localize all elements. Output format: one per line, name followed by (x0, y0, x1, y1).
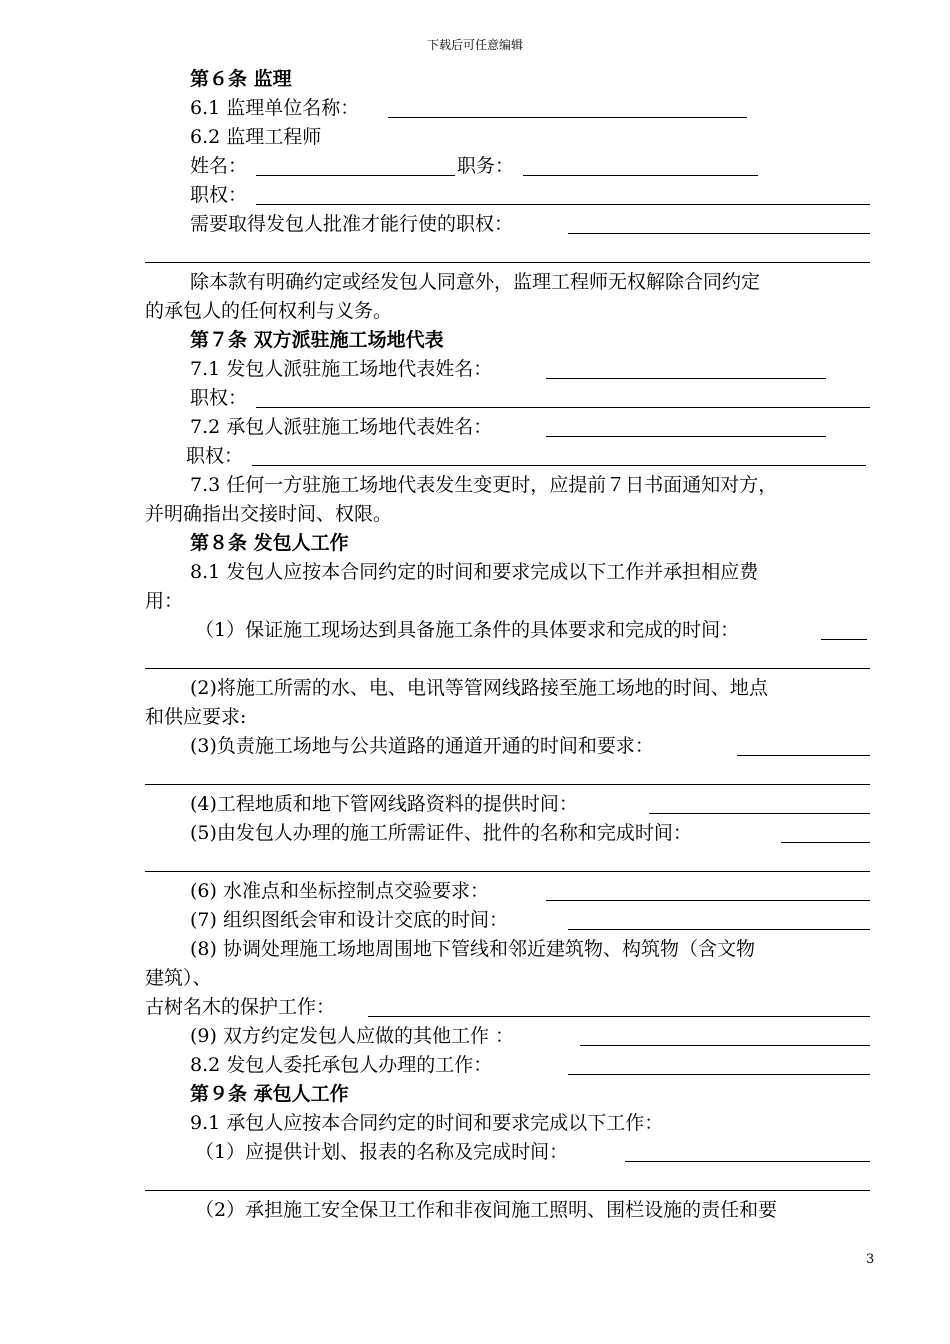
document-line (145, 992, 870, 1022)
line-text: 需要取得发包人批准才能行使的职权： (190, 213, 514, 235)
document-line (145, 673, 870, 703)
document-line (145, 847, 870, 877)
document-line (145, 905, 870, 935)
line-text: 7.2 承包人派驻施工场地代表姓名： (190, 416, 493, 438)
page-header-note: 下载后可任意编辑 (426, 38, 523, 52)
document-line (145, 441, 870, 471)
document-line (145, 934, 870, 964)
line-text: (3)负责施工场地与公共道路的通道开通的时间和要求： (190, 735, 654, 757)
article-heading (145, 528, 870, 558)
fill-in-blank-line[interactable] (145, 784, 870, 785)
line-text: （1）应提供计划、报表的名称及完成时间： (195, 1141, 569, 1163)
fill-in-blank-line[interactable] (737, 755, 870, 756)
article-title-text: 第９条 承包人工作 (190, 1083, 349, 1105)
line-text: 除本款有明确约定或经发包人同意外，监理工程师无权解除合同约定 (190, 271, 761, 293)
document-line (145, 180, 870, 210)
line-text: 9.1 承包人应按本合同约定的时间和要求完成以下工作： (190, 1112, 664, 1134)
document-line (145, 615, 870, 645)
fill-in-blank-line[interactable] (145, 1190, 870, 1191)
page-number: 3 (866, 1252, 875, 1267)
document-line (145, 470, 870, 500)
document-line (145, 731, 870, 761)
document-line (145, 963, 870, 993)
document-line (145, 209, 870, 239)
line-text: (4)工程地质和地下管网线路资料的提供时间： (190, 793, 578, 815)
fill-in-blank-line[interactable] (580, 1045, 870, 1046)
line-text: 6.1 监理单位名称： (190, 97, 360, 119)
line-text: (8) 协调处理施工场地周围地下管线和邻近建筑物、构筑物（含文物 (190, 938, 755, 960)
line-text: 7.1 发包人派驻施工场地代表姓名： (190, 358, 493, 380)
document-line (145, 557, 870, 587)
fill-in-blank-line[interactable] (145, 871, 870, 872)
article-title-text: 第８条 发包人工作 (190, 532, 349, 554)
fill-in-blank-line[interactable] (625, 1161, 870, 1162)
document-line (145, 818, 870, 848)
fill-in-blank-line[interactable] (388, 117, 747, 118)
fill-in-blank-line[interactable] (568, 233, 870, 234)
line-text: 8.2 发包人委托承包人办理的工作： (190, 1054, 493, 1076)
line-text: (2)将施工所需的水、电、电讯等管网线路接至施工场地的时间、地点 (190, 677, 768, 699)
fill-in-blank-line[interactable] (145, 262, 870, 263)
fill-in-blank-line[interactable] (546, 436, 826, 437)
article-heading (145, 64, 870, 94)
fill-in-blank-line[interactable] (546, 378, 826, 379)
line-text: 古树名木的保护工作： (145, 996, 336, 1018)
line-text: 职务： (457, 155, 515, 177)
document-line (145, 383, 870, 413)
document-line (145, 876, 870, 906)
fill-in-blank-line[interactable] (821, 639, 867, 640)
fill-in-blank-line[interactable] (256, 175, 455, 176)
line-text: 职权： (190, 387, 248, 409)
line-text: 6.2 监理工程师 (190, 126, 322, 148)
line-text: 姓名： (190, 155, 248, 177)
fill-in-blank-line[interactable] (256, 204, 870, 205)
fill-in-blank-line[interactable] (649, 813, 870, 814)
document-line (145, 122, 870, 152)
line-text: 的承包人的任何权利与义务。 (145, 300, 393, 322)
line-text: 7.3 任何一方驻施工场地代表发生变更时，应提前７日书面通知对方， (190, 474, 778, 496)
document-line (145, 238, 870, 268)
line-text: 建筑）、 (145, 967, 212, 989)
document-line (145, 1050, 870, 1080)
document-line (145, 296, 870, 326)
document-line (145, 499, 870, 529)
line-text: 和供应要求: (145, 706, 247, 728)
line-text: 8.1 发包人应按本合同约定的时间和要求完成以下工作并承担相应费 (190, 561, 759, 583)
fill-in-blank-line[interactable] (568, 1074, 870, 1075)
document-line (145, 1166, 870, 1196)
line-text: 并明确指出交接时间、权限。 (145, 503, 393, 525)
fill-in-blank-line[interactable] (368, 1016, 870, 1017)
fill-in-blank-line[interactable] (781, 842, 870, 843)
document-line (145, 1195, 870, 1225)
line-text: （1）保证施工现场达到具备施工条件的具体要求和完成的时间： (195, 619, 740, 641)
fill-in-blank-line[interactable] (568, 929, 870, 930)
line-text: (7) 组织图纸会审和设计交底的时间： (190, 909, 508, 931)
document-line (145, 586, 870, 616)
document-line (145, 151, 870, 181)
fill-in-blank-line[interactable] (546, 900, 870, 901)
document-line (145, 1108, 870, 1138)
line-text: (5)由发包人办理的施工所需证件、批件的名称和完成时间： (190, 822, 692, 844)
article-title-text: 第７条 双方派驻施工场地代表 (190, 329, 444, 351)
fill-in-blank-line[interactable] (256, 407, 870, 408)
document-line (145, 1137, 870, 1167)
line-text: 职权： (190, 184, 248, 206)
document-line (145, 267, 870, 297)
document-line (145, 412, 870, 442)
document-line (145, 1021, 870, 1051)
fill-in-blank-line[interactable] (252, 465, 866, 466)
fill-in-blank-line[interactable] (145, 668, 870, 669)
line-text: 职权： (186, 445, 244, 467)
line-text: (6) 水准点和坐标控制点交验要求： (190, 880, 489, 902)
document-line (145, 702, 870, 732)
document-line (145, 354, 870, 384)
document-line (145, 93, 870, 123)
line-text: 用： (145, 590, 184, 612)
article-title-text: 第６条 监理 (190, 68, 292, 90)
line-text: （2）承担施工安全保卫工作和非夜间施工照明、围栏设施的责任和要 (195, 1199, 778, 1221)
article-heading (145, 1079, 870, 1109)
article-heading (145, 325, 870, 355)
document-line (145, 789, 870, 819)
document-line (145, 760, 870, 790)
fill-in-blank-line[interactable] (523, 175, 758, 176)
document-line (145, 644, 870, 674)
line-text: (9) 双方约定发包人应做的其他工作 ： (190, 1025, 514, 1047)
